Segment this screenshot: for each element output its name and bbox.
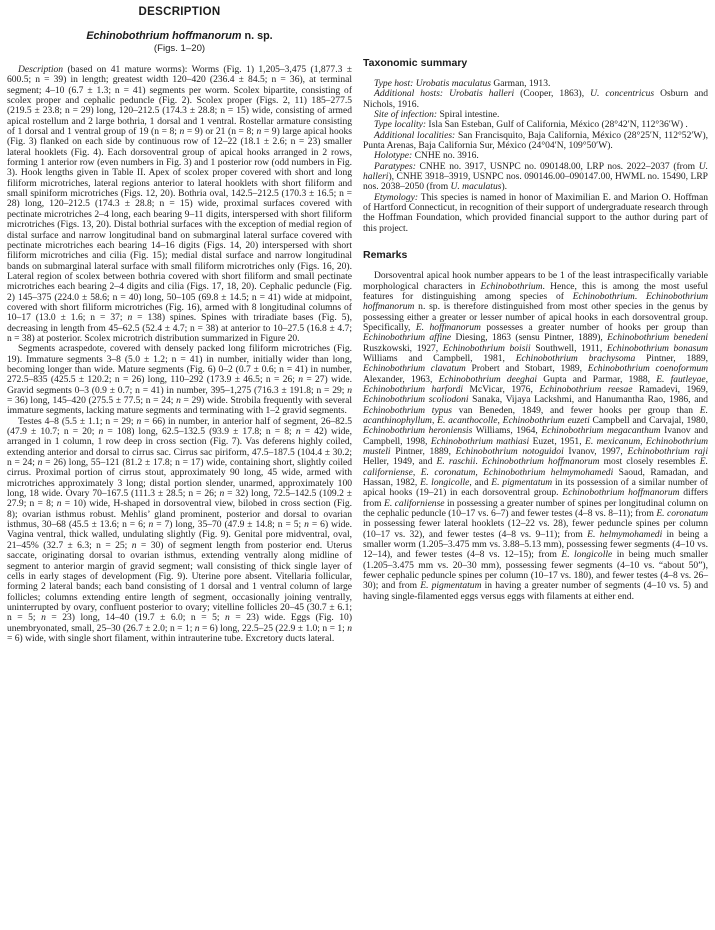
figs-reference: (Figs. 1–20) xyxy=(153,43,206,54)
taxonomic-entry-site-of-infection: Site of infection: Spiral intestine. xyxy=(374,109,500,121)
description-paragraph-3: Testes 4–8 (5.5 ± 1.1; n = 29; n = 66) in number, in anterior half of segment, 26–82.5 (47.9 ± 10.7; n = 20; n = 108) long, 62.5–132.5 (93.9 ± 17.8; n = 8; n = 42) wide, arranged in 1 column, 1 row deep in cross section (Fig. 7). Vas deferens highly coiled, extending anterior and dorsal to cirrus sac. Cirrus sac piriform, 47.5–187.5 (104.4 ± 30.2; n = 24; n = 26) long, 55–121 (81.2 ± 17.8; n = 17) wide, containing short, slightly coiled cirrus. Proximal portion of cirrus stout, approximately 90 long, 45 wide, armed with microtriches approximately 3 long; distal portion slender, unarmed, approximately 100 long, 18 wide. Ovary 70–167.5 (111.3 ± 28.5; n = 26; n = 32) long, 72.5–142.5 (109.2 ± 27.9; n = 8; n = 10) wide, H-shaped in dorsoventral view, bilobed in cross section (Fig. 8); ovarian isthmus robust. Mehlis’ gland prominent, posterior and dorsal to ovarian isthmus, 30–68 (45.5 ± 13.6; n = 6; n = 7) long, 35–70 (47.9 ± 14.8; n = 5; n = 6) wide. Vagina ventral, thick walled, undulating slightly (Fig. 9). Genital pore midventral, oval, 21–45% (32.7 ± 6.3; n = 25; n = 30) of segment length from posterior end. Uterus saccate, originating dorsal to ovarian isthmus, extending ventrally along midline of segment to anterior margin of gravid segment; wall consisting of thick single layer of cells in early stages of development (Fig. 9). Uterine pore absent. Vitellaria follicular, forming 2 lateral bands; each band consisting of 1 dorsal and 1 ventral column of large follicles; columns extending entire length of segment, occasionally joining ventrally, uninterrupted by ovary, confluent posterior to ovary; vitelline follicles 20–45 (30.7 ± 6.1; n = 5; n = 23) long, 14–40 (19.7 ± 6.0; n = 5; n = 23) wide. Eggs (Fig. 10) unembryonated, small, 25–30 (26.7 ± 2.0; n = 1; n = 6) long, 22.5–25 (22.9 ± 1.0; n = 1; n = 6) wide, with single short filament, within intrauterine tube. Excretory ducts lateral. xyxy=(7,415,353,644)
taxonomic-entry-etymology: Etymology: This species is named in honor of Maximilian E. and Marion O. Hoffman of Hartford Connecticut, in recognition of their support of undergraduate research through the Hoffman Foundation, which provided financial support to the author during part of this project. xyxy=(363,191,708,234)
description-paragraph-1: Description (based on 41 mature worms): Worms (Fig. 1) 1,205–3,475 (1,877.3 ± 600.5; n = 39) in length; greatest width 120–420 (236.4 ± 84.5; n = 36), at terminal segment; 4–10 (6.7 ± 1.3; n = 41) segments per worm. Scolex bipartite, consisting of scolex proper and cephalic peduncle (Fig. 2). Scolex proper (Figs. 2, 11) 185–277.5 (219.5 ± 23.8; n = 29) long, 120–212.5 (174.3 ± 28.8; n = 15) wide, consisting of armed apical rostellum and 2 large bothria, 1 dorsal and 1 ventral. Rostellar armature consisting of 1 dorsal and 1 ventral group of 19 (n = 8; n = 9) or 21 (n = 8; n = 9) large apical hooks (Fig. 3) flanked on each side by continuous row of 12–22 (18.1 ± 2.6; n = 23) smaller lateral hooklets (Fig. 4). Each dorsoventral group of apical hooks arranged in 2 rows, forming 1 anterior row (even numbers in Fig. 3) and 1 posterior row (odd numbers in Fig. 3). Hook lengths given in Table II. Apex of scolex proper covered with short and long filiform microtriches, lateral regions anterior to lateral hooklets with short filiform and small spiniform microtriches (Figs. 12, 20). Bothria oval, 142.5–212.5 (170.3 ± 16.5; n = 28) long, 120–212.5 (174.3 ± 28.8; n = 15) wide, proximal surfaces covered with pectinate microtriches 2–4 long, each bearing 9–11 digits, interspersed with short filiform microtriches (Figs. 13, 20). Distal bothrial surfaces with the exception of medial region of distal surface and narrow longitudinal band on submarginal lateral surface covered with pectinate microtriches each bearing 14–16 digits (Figs. 14, 20) interspersed with short filiform microtriches and cilia (Fig. 15); medial distal surface and narrow longitudinal bands on submarginal lateral surface with small filiform microtriches only (Figs. 16, 20). Lateral region of scolex between bothria covered with short filiform and small pectinate microtriches each bearing 2–4 digits and cilia (Figs. 17, 18, 20). Cephalic peduncle (Fig. 2) 145–375 (224.0 ± 58.6; n = 40) long, 50–105 (69.8 ± 14.5; n = 41) wide at midpoint, covered with short filiform microtriches (Fig. 16), armed with 8 longitudinal columns of 10–17 (13.0 ± 1.6; n = 37; n = 138) spines. Spines with triradiate bases (Fig. 5), decreasing in length from 45–62.5 (52.4 ± 4.7; n = 38) at anterior to 10–27.5 (16.8 ± 4.7; n = 38) at posterior. Scolex microtrich distribution summarized in Figure 20. xyxy=(7,64,352,344)
taxonomic-entry-type-host: Type host: Urobatis maculatus Garman, 1913. xyxy=(374,78,551,89)
description-paragraph-2: Segments acraspedote, covered with densely packed long filiform microtriches (Fig. 19). Immature segments 3–8 (5.0 ± 1.2; n = 41) in number, initially wider than long, becoming longer than wide. Mature segments (Fig. 6) 0–2 (0.7 ± 0.6; n = 41) in number, 272.5–835 (425.5 ± 120.2; n = 26) long, 110–292 (173.9 ± 46.5; n = 26; n = 27) wide. Gravid segments 0–3 (0.9 ± 0.7; n = 41) in number, 395–1,275 (716.3 ± 191.8; n = 29; n = 36) long, 145–420 (275.5 ± 77.5; n = 24; n = 29) wide. Strobila frequently with several immature segments, lacking mature segments and terminating with 1–2 gravid segments. xyxy=(7,343,352,417)
taxonomic-entry-paratypes: Paratypes: CNHE no. 3917, USNPC no. 090148.00, LRP nos. 2022–2037 (from U. halleri), CNHE 3918–3919, USNPC nos. 090146.00–090147.00, HWML no. 15490, LRP nos. 2038–2050 (from U. maculatus). xyxy=(363,160,708,193)
taxonomic-summary-heading: Taxonomic summary xyxy=(363,57,468,69)
remarks-paragraph: Dorsoventral apical hook number appears to be 1 of the least intraspecifically variable morphological characters in Echinobothrium. Hence, this is among the most useful features for distinguishing among species of Echinobothrium. Echinobothrium hoffmanorum n. sp. is therefore distinguished from most other species in the genus by possessing either a greater or lesser number of apical hooks in each dorsoventral group. Specifically, E. hoffmanorum possesses a greater number of hooks per group than Echinobothrium affine Diesing, 1863 (sensu Pintner, 1889), Echinobothrium benedeni Ruszkowski, 1927, Echinobothrium boisii Southwell, 1911, Echinobothrium bonasum Williams and Campbell, 1981, Echinobothrium brachysoma Pintner, 1889, Echinobothrium clavatum Probert and Stobart, 1989, Echinobothrium coenoformum Alexander, 1963, Echinobothrium deeghai Gupta and Parmar, 1988, E. fautleyae, Echinobothrium harfordi McVicar, 1976, Echinobothrium reesae Ramadevi, 1969, Echinobothrium scoliodoni Sanaka, Vijaya Lackshmi, and Hanumantha Rao, 1986, and Echinobothrium typus van Beneden, 1849, and fewer hooks per group than E. acanthinophyllum, E. acanthocolle, Echinobothrium euzeti Campbell and Carvajal, 1980, Echinobothrium heroniensis Williams, 1964, Echinobothrium megacanthum Ivanov and Campbell, 1998, Echinobothrium mathiasi Euzet, 1951, E. mexicanum, Echinobothrium musteli Pintner, 1889, Echinobothrium notoguidoi Ivanov, 1997, Echinobothrium raji Heller, 1949, and E. raschii. Echinobothrium hoffmanorum most closely resembles E. californiense, E. coronatum, Echinobothrium helmymohamedi Saoud, Ramadan, and Hassan, 1982, E. longicolle, and E. pigmentatum in its possession of a similar number of apical hooks (19–21) in each dorsoventral group. Echinobothrium hoffmanorum differs from E. californiense in possessing a greater number of spines per longitudinal column on the cephalic peduncle (10–17 vs. 6–7) and fewer testes (4–8 vs. 8–11); from E. coronatum in possessing fewer lateral hooklets (12–22 vs. 28), fewer peduncle spines per column (10–17 vs. 32), and fewer testes (4–8 vs. 9–11); from E. helmymohamedi in being a smaller worm (1.205–3.475 mm vs. 3.88–5.13 mm), possessing fewer segments (4–10 vs. 12–14), and fewer testes (4–8 vs. 12–15); from E. longicolle in being much smaller (1.205–3.475 mm vs. 20–30 mm), possessing fewer segments (4–10 vs. “about 50”), fewer cephalic peduncle spines per column (10–17 vs. 180), and fewer testes (4–8 vs. 26–30); and from E. pigmentatum in having a greater number of segments (4–10 vs. 5) and having single-filamented eggs versus eggs with filaments at either end. xyxy=(363,270,709,602)
taxonomic-entry-additional-hosts: Additional hosts: Urobatis halleri (Cooper, 1863), U. concentricus Osburn and Nichols, 1916. xyxy=(363,88,709,110)
right-column xyxy=(363,4,708,926)
left-column xyxy=(7,4,352,926)
species-suffix: n. sp. xyxy=(241,30,273,42)
species-title xyxy=(7,30,352,42)
species-name: Echinobothrium hoffmanorum xyxy=(86,30,242,42)
taxonomic-entry-additional-localities: Additional localities: San Francisquito, Baja California, México (28°25′N, 112°52′W), Punta Arenas, Baja California Sur, México (24°04′N, 109°50′W). xyxy=(363,129,709,152)
section-heading: DESCRIPTION xyxy=(138,6,221,18)
taxonomic-entry-type-locality: Type locality: Isla San Esteban, Gulf of California, México (28°42′N, 112°36′W) . xyxy=(374,119,688,131)
remarks-heading: Remarks xyxy=(363,249,408,262)
taxonomic-entry-holotype: Holotype: CNHE no. 3916. xyxy=(374,150,479,162)
